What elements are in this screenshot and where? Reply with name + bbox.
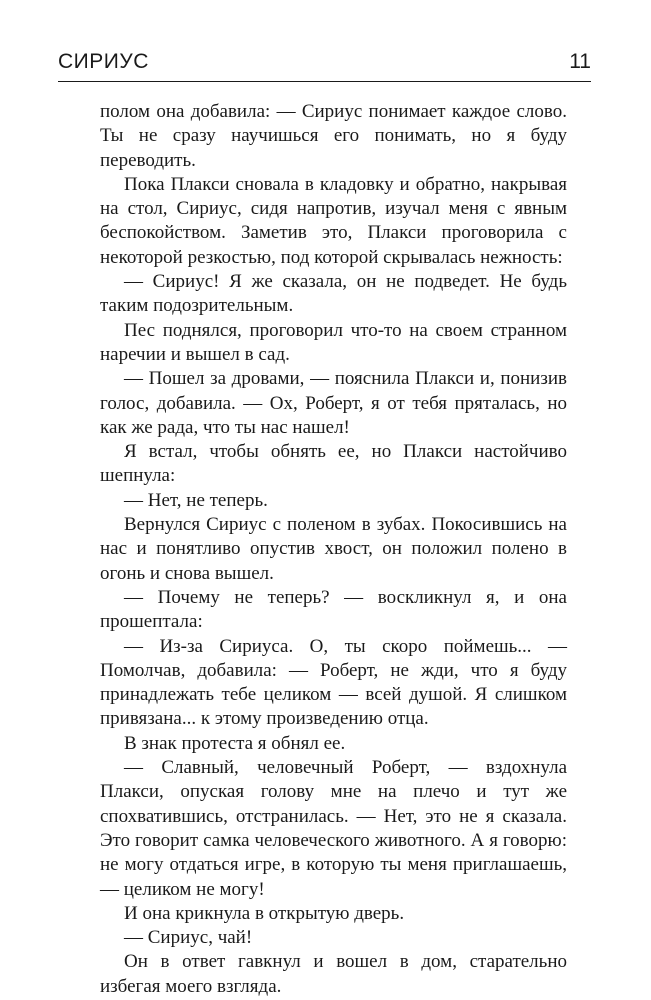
header-rule <box>58 81 591 82</box>
paragraph: Он в ответ гавкнул и вошел в дом, старательно избегая моего взгляда. <box>100 951 567 997</box>
paragraph: Я встал, чтобы обнять ее, но Плакси настойчиво шепнула: <box>100 441 567 487</box>
paragraph: — Пошел за дровами, — пояснила Плакси и, понизив голос, добавила. — Ох, Роберт, я от тебя пряталась, но как же рада, что ты нас нашел! <box>100 368 567 438</box>
running-head <box>58 50 591 84</box>
page-number: 11 <box>569 50 591 73</box>
paragraph: В знак протеста я обнял ее. <box>124 732 346 754</box>
paragraph: — Славный, человечный Роберт, — вздохнула Плакси, опуская голову мне на плечо и тут же спохватившись, отстранилась. — Нет, это не я сказала. Это говорит самка человеческого животного. А я говорю: не могу отдаться игре, в которую ты меня приглашаешь, — целиком не могу! <box>100 757 567 900</box>
paragraph: полом она добавила: — Сириус понимает каждое слово. Ты не сразу научишься его понимать, но я буду переводить. <box>100 101 567 171</box>
paragraph: — Сириус! Я же сказала, он не подведет. Не будь таким подозрительным. <box>100 271 567 317</box>
paragraph: Вернулся Сириус с поленом в зубах. Покосившись на нас и понятливо опустив хвост, он положил полено в огонь и снова вышел. <box>100 514 567 584</box>
paragraph: — Почему не теперь? — воскликнул я, и она прошептала: <box>100 586 567 633</box>
paragraph: — Сириус, чай! <box>124 927 253 949</box>
paragraph: И она крикнула в открытую дверь. <box>124 902 405 924</box>
paragraph: — Нет, не теперь. <box>124 489 268 511</box>
paragraph: — Из-за Сириуса. О, ты скоро поймешь... — Помолчав, добавила: — Роберт, не жди, что я буду принадлежать тебе целиком — всей душой. Я слишком привязана... к этому произведению отца. <box>100 635 567 730</box>
paragraph: Пес поднялся, проговорил что-то на своем странном наречии и вышел в сад. <box>100 319 567 365</box>
running-head-title: СИРИУС <box>58 50 149 73</box>
paragraph: Пока Плакси сновала в кладовку и обратно, накрывая на стол, Сириус, сидя напротив, изучал меня с явным беспокойством. Заметив это, Плакси проговорила с некоторой резкостью, под которой скрывалась нежность: <box>100 173 567 268</box>
body-text <box>100 100 567 999</box>
